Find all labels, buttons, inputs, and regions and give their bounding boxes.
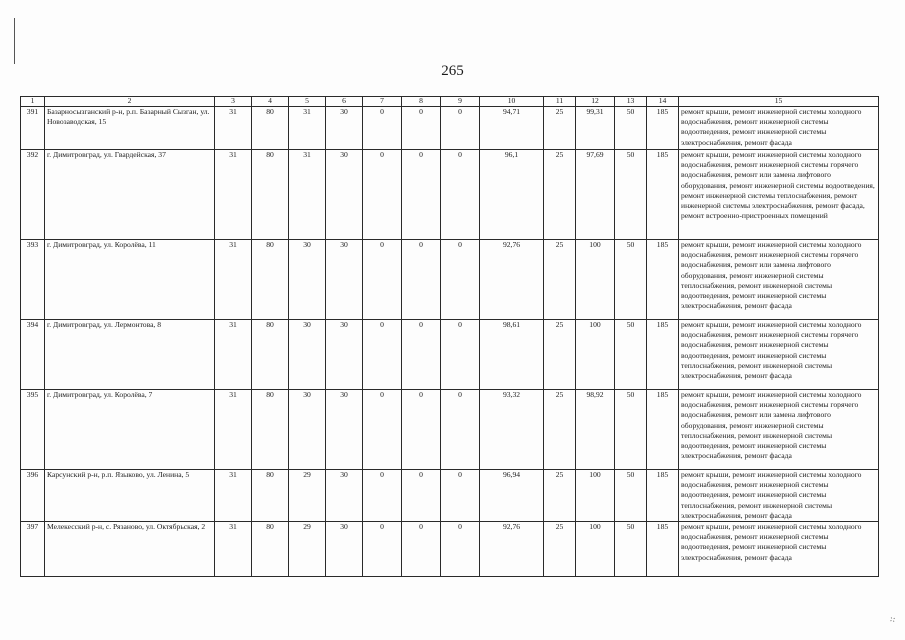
building-address: Карсунский р-н, р.п. Языково, ул. Ленина, 5 (45, 470, 215, 522)
table-row (21, 470, 879, 522)
column-header: 8 (402, 97, 441, 107)
cell-col10: 96,94 (480, 470, 544, 522)
cell-col12: 100 (576, 320, 615, 390)
column-header: 3 (215, 97, 252, 107)
column-header: 11 (544, 97, 576, 107)
page-number: 265 (441, 63, 464, 79)
cell-col10: 94,71 (480, 107, 544, 150)
column-header: 7 (363, 97, 402, 107)
table-row (21, 320, 879, 390)
table-row (21, 240, 879, 320)
column-header: 5 (289, 97, 326, 107)
cell-col4: 80 (252, 390, 289, 470)
cell-col11: 25 (544, 150, 576, 240)
column-header: 6 (326, 97, 363, 107)
cell-col8: 0 (402, 240, 441, 320)
cell-col7: 0 (363, 522, 402, 577)
repair-works-list: ремонт крыши, ремонт инженерной системы холодного водоснабжения, ремонт инженерной системы горячего водоснабжения, ремонт или замена лифтового оборудования, ремонт инженерной системы теплоснабжения, ремонт инженерной системы водоотведения, ремонт инженерной системы электроснабжения, ремонт фасада (679, 390, 879, 470)
cell-col14: 185 (647, 240, 679, 320)
cell-col8: 0 (402, 390, 441, 470)
row-index: 393 (21, 240, 45, 320)
cell-col8: 0 (402, 522, 441, 577)
cell-col4: 80 (252, 107, 289, 150)
cell-col14: 185 (647, 390, 679, 470)
cell-col13: 50 (615, 390, 647, 470)
cell-col3: 31 (215, 240, 252, 320)
cell-col4: 80 (252, 320, 289, 390)
cell-col4: 80 (252, 470, 289, 522)
cell-col5: 30 (289, 240, 326, 320)
cell-col14: 185 (647, 320, 679, 390)
cell-col5: 30 (289, 320, 326, 390)
table-row (21, 107, 879, 150)
cell-col9: 0 (441, 320, 480, 390)
cell-col6: 30 (326, 320, 363, 390)
cell-col7: 0 (363, 150, 402, 240)
cell-col13: 50 (615, 240, 647, 320)
cell-col7: 0 (363, 320, 402, 390)
column-header: 1 (21, 97, 45, 107)
building-address: г. Димитровград, ул. Королёва, 7 (45, 390, 215, 470)
cell-col6: 30 (326, 470, 363, 522)
table-header-row (21, 97, 879, 107)
cell-col11: 25 (544, 107, 576, 150)
column-header: 13 (615, 97, 647, 107)
table-row (21, 150, 879, 240)
cell-col9: 0 (441, 470, 480, 522)
repair-works-list: ремонт крыши, ремонт инженерной системы холодного водоснабжения, ремонт инженерной системы горячего водоснабжения, ремонт инженерной системы водоотведения, ремонт инженерной системы теплоснабжения, ремонт инженерной системы электроснабжения, ремонт фасада (679, 320, 879, 390)
cell-col6: 30 (326, 390, 363, 470)
building-address: Мелекесский р-н, с. Рязаново, ул. Октябрьская, 2 (45, 522, 215, 577)
cell-col13: 50 (615, 150, 647, 240)
cell-col10: 92,76 (480, 240, 544, 320)
cell-col3: 31 (215, 470, 252, 522)
cell-col9: 0 (441, 522, 480, 577)
cell-col9: 0 (441, 240, 480, 320)
repair-works-list: ремонт крыши, ремонт инженерной системы холодного водоснабжения, ремонт инженерной системы водоотведения, ремонт инженерной системы теплоснабжения, ремонт инженерной системы электроснабжения, ремонт фасада (679, 470, 879, 522)
column-header: 15 (679, 97, 879, 107)
column-header: 14 (647, 97, 679, 107)
row-index: 396 (21, 470, 45, 522)
repair-program-table (20, 96, 879, 577)
building-address: г. Димитровград, ул. Королёва, 11 (45, 240, 215, 320)
cell-col12: 100 (576, 522, 615, 577)
cell-col11: 25 (544, 320, 576, 390)
cell-col5: 31 (289, 150, 326, 240)
cell-col10: 92,76 (480, 522, 544, 577)
cell-col11: 25 (544, 240, 576, 320)
cell-col4: 80 (252, 522, 289, 577)
column-header: 2 (45, 97, 215, 107)
cell-col10: 96,1 (480, 150, 544, 240)
cell-col3: 31 (215, 390, 252, 470)
table-row (21, 390, 879, 470)
cell-col7: 0 (363, 390, 402, 470)
cell-col6: 30 (326, 522, 363, 577)
repair-works-list: ремонт крыши, ремонт инженерной системы холодного водоснабжения, ремонт инженерной системы водоотведения, ремонт инженерной системы электроснабжения, ремонт фасада (679, 522, 879, 577)
row-index: 395 (21, 390, 45, 470)
cell-col3: 31 (215, 107, 252, 150)
cell-col14: 185 (647, 150, 679, 240)
cell-col7: 0 (363, 107, 402, 150)
cell-col5: 31 (289, 107, 326, 150)
cell-col11: 25 (544, 390, 576, 470)
cell-col6: 30 (326, 107, 363, 150)
cell-col6: 30 (326, 150, 363, 240)
cell-col13: 50 (615, 522, 647, 577)
cell-col9: 0 (441, 107, 480, 150)
column-header: 4 (252, 97, 289, 107)
cell-col9: 0 (441, 150, 480, 240)
cell-col8: 0 (402, 470, 441, 522)
row-index: 394 (21, 320, 45, 390)
cell-col14: 185 (647, 470, 679, 522)
cell-col12: 99,31 (576, 107, 615, 150)
cell-col8: 0 (402, 320, 441, 390)
repair-works-list: ремонт крыши, ремонт инженерной системы холодного водоснабжения, ремонт инженерной системы горячего водоснабжения, ремонт или замена лифтового оборудования, ремонт инженерной системы теплоснабжения, ремонт инженерной системы водоотведения, ремонт инженерной системы электроснабжения, ремонт фасада (679, 240, 879, 320)
cell-col3: 31 (215, 320, 252, 390)
cell-col10: 98,61 (480, 320, 544, 390)
column-header: 10 (480, 97, 544, 107)
table-row (21, 522, 879, 577)
cell-col13: 50 (615, 320, 647, 390)
row-index: 397 (21, 522, 45, 577)
cell-col11: 25 (544, 522, 576, 577)
cell-col9: 0 (441, 390, 480, 470)
cell-col13: 50 (615, 470, 647, 522)
row-index: 391 (21, 107, 45, 150)
building-address: Базарносызганский р-н, р.п. Базарный Сызган, ул. Новозаводская, 15 (45, 107, 215, 150)
cell-col3: 31 (215, 522, 252, 577)
column-header: 12 (576, 97, 615, 107)
repair-works-list: ремонт крыши, ремонт инженерной системы холодного водоснабжения, ремонт инженерной системы горячего водоснабжения, ремонт или замена лифтового оборудования, ремонт инженерной системы водоотведения, ремонт инженерной системы теплоснабжения, ремонт инженерной системы электроснабжения, ремонт фасада, ремонт встроенно-пристроенных помещений (679, 150, 879, 240)
row-index: 392 (21, 150, 45, 240)
repair-works-list: ремонт крыши, ремонт инженерной системы холодного водоснабжения, ремонт инженерной системы водоотведения, ремонт инженерной системы электроснабжения, ремонт фасада (679, 107, 879, 150)
cell-col8: 0 (402, 107, 441, 150)
cell-col14: 185 (647, 107, 679, 150)
cell-col8: 0 (402, 150, 441, 240)
cell-col12: 100 (576, 470, 615, 522)
cell-col13: 50 (615, 107, 647, 150)
cell-col11: 25 (544, 470, 576, 522)
cell-col4: 80 (252, 150, 289, 240)
cell-col12: 100 (576, 240, 615, 320)
cell-col5: 29 (289, 470, 326, 522)
column-header: 9 (441, 97, 480, 107)
cell-col10: 93,32 (480, 390, 544, 470)
cell-col3: 31 (215, 150, 252, 240)
cell-col7: 0 (363, 240, 402, 320)
cell-col7: 0 (363, 470, 402, 522)
cell-col14: 185 (647, 522, 679, 577)
cell-col5: 29 (289, 522, 326, 577)
margin-rule (14, 18, 15, 64)
cell-col6: 30 (326, 240, 363, 320)
building-address: г. Димитровград, ул. Гвардейская, 37 (45, 150, 215, 240)
building-address: г. Димитровград, ул. Лермонтова, 8 (45, 320, 215, 390)
cell-col12: 98,92 (576, 390, 615, 470)
scan-corner-mark: ⁘ (886, 613, 900, 628)
cell-col12: 97,69 (576, 150, 615, 240)
cell-col4: 80 (252, 240, 289, 320)
cell-col5: 30 (289, 390, 326, 470)
